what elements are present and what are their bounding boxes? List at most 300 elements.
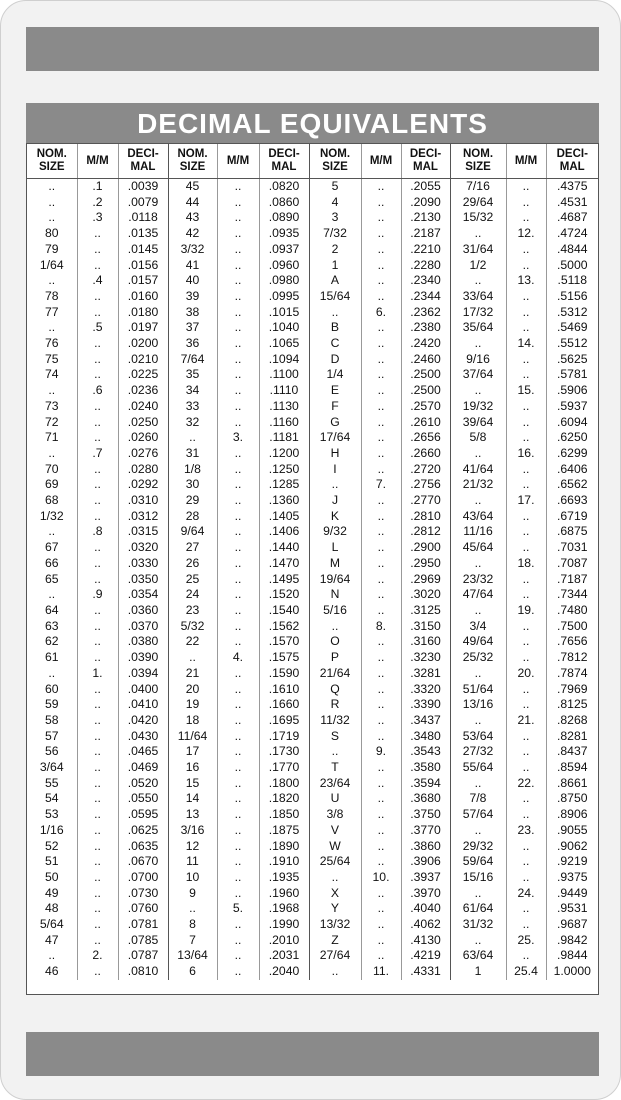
decimal-cell: .5156 (557, 288, 588, 303)
nom-size-cell: 13/32 (319, 917, 351, 932)
nom-size-cell: 23/32 (462, 571, 494, 586)
nom-size-cell: 15/32 (462, 210, 494, 225)
mm-cell: 8. (361, 619, 401, 635)
table-row (27, 572, 598, 588)
nom-size-cell: 5 (331, 179, 339, 193)
decimal-cell: .1719 (259, 729, 309, 745)
decimal-cell: .7812 (557, 650, 588, 665)
mm-cell: .. (217, 572, 259, 588)
header-nom-size-3: NOM. SIZE (309, 144, 361, 179)
nom-size-cell: 1 (331, 257, 339, 272)
mm-cell: .. (77, 226, 118, 242)
mm-cell: .. (217, 289, 259, 305)
decimal-cell: .8281 (557, 728, 588, 743)
mm-cell: 23. (506, 823, 546, 839)
mm-cell: .. (77, 367, 118, 383)
mm-cell: .. (506, 305, 546, 321)
nom-size-cell: 62 (44, 634, 59, 649)
nom-size-cell: U (330, 791, 340, 806)
nom-size-cell: 23 (185, 602, 200, 617)
mm-cell: .. (77, 305, 118, 321)
decimal-cell: .0465 (118, 744, 168, 760)
decimal-cell: .3480 (401, 729, 450, 745)
nom-size-cell: 69 (44, 477, 59, 492)
decimal-cell: .2460 (401, 352, 450, 368)
nom-size-cell: 1/8 (184, 461, 201, 476)
header-mm-1: M/M (77, 144, 118, 179)
mm-cell: 20. (506, 666, 546, 682)
decimal-cell: .0520 (118, 776, 168, 792)
decimal-cell: .0225 (118, 367, 168, 383)
table-row (27, 634, 598, 650)
nom-size-cell: 55/64 (462, 760, 494, 775)
nom-size-cell: 1/64 (39, 257, 64, 272)
nom-size-cell: 16 (185, 760, 200, 775)
decimal-cell: 1.0000 (553, 964, 591, 979)
mm-cell: 2. (77, 948, 118, 964)
mm-cell: .. (361, 367, 401, 383)
mm-cell: .. (217, 462, 259, 478)
mm-cell: 5. (217, 901, 259, 917)
decimal-cell: .2031 (259, 948, 309, 964)
decimal-cell: .0315 (118, 524, 168, 540)
mm-cell: .6 (77, 383, 118, 399)
mm-cell: 13. (506, 273, 546, 289)
mm-cell: .. (217, 415, 259, 431)
decimal-cell: .7656 (557, 634, 588, 649)
mm-cell: .. (217, 791, 259, 807)
mm-cell: .. (77, 462, 118, 478)
nom-size-cell: .. (331, 964, 339, 979)
nom-size-cell: 79 (44, 241, 59, 256)
nom-size-cell: 33 (185, 398, 200, 413)
nom-size-cell: 39 (185, 288, 200, 303)
decimal-cell: .1575 (259, 650, 309, 666)
decimal-cell: .0354 (118, 587, 168, 603)
nom-size-cell: 35/64 (462, 320, 494, 335)
decimal-cell: .9844 (557, 948, 588, 963)
mm-cell: .. (77, 619, 118, 635)
nom-size-cell: 3 (331, 210, 339, 225)
header-decimal-2: DECI- MAL (259, 144, 309, 179)
decimal-cell: .2090 (401, 195, 450, 211)
decimal-cell: .3860 (401, 839, 450, 855)
mm-cell: .. (361, 933, 401, 949)
mm-cell: .. (77, 242, 118, 258)
decimal-cell: .0785 (118, 933, 168, 949)
decimal-cell: .2660 (401, 446, 450, 462)
mm-cell: .. (77, 399, 118, 415)
nom-size-cell: .. (474, 226, 482, 241)
mm-cell: .7 (77, 446, 118, 462)
mm-cell: .. (506, 210, 546, 226)
nom-size-cell: 30 (185, 477, 200, 492)
decimal-cell: .2969 (401, 572, 450, 588)
mm-cell: .. (506, 619, 546, 635)
nom-size-cell: 17 (185, 744, 200, 759)
decimal-cell: .0160 (118, 289, 168, 305)
nom-size-cell: 6 (189, 964, 196, 979)
nom-size-cell: 61/64 (462, 901, 494, 916)
decimal-equivalents-table-container (26, 143, 599, 995)
nom-size-cell: 20 (185, 681, 200, 696)
mm-cell: .. (361, 682, 401, 698)
nom-size-cell: W (329, 838, 341, 853)
table-row (27, 556, 598, 572)
decimal-cell: .9375 (557, 869, 588, 884)
nom-size-cell: 3/64 (39, 760, 64, 775)
mm-cell: .. (361, 242, 401, 258)
mm-cell: .. (506, 917, 546, 933)
nom-size-cell: Z (331, 932, 339, 947)
mm-cell: .. (217, 210, 259, 226)
nom-size-cell: 25/64 (319, 854, 351, 869)
header-nom-size-1: NOM. SIZE (27, 144, 77, 179)
decimal-cell: .4531 (557, 194, 588, 209)
mm-cell: .. (506, 399, 546, 415)
mm-cell: .. (217, 556, 259, 572)
mm-cell: .. (361, 572, 401, 588)
nom-size-cell: 1/32 (39, 508, 64, 523)
mm-cell: .. (506, 540, 546, 556)
decimal-cell: .0430 (118, 729, 168, 745)
decimal-cell: .1890 (259, 839, 309, 855)
mm-cell: .. (77, 870, 118, 886)
decimal-cell: .2900 (401, 540, 450, 556)
page-title: DECIMAL EQUIVALENTS (26, 103, 599, 143)
decimal-cell: .1820 (259, 791, 309, 807)
nom-size-cell: 45/64 (462, 540, 494, 555)
nom-size-cell: 40 (185, 273, 200, 288)
table-row (27, 776, 598, 792)
nom-size-cell: 49/64 (462, 634, 494, 649)
mm-cell: .. (217, 870, 259, 886)
mm-cell: .. (217, 524, 259, 540)
mm-cell: 7. (361, 477, 401, 493)
nom-size-cell: .. (48, 320, 56, 335)
decimal-cell: .1660 (259, 697, 309, 713)
mm-cell: .. (506, 682, 546, 698)
decimal-cell: .0157 (118, 273, 168, 289)
nom-size-cell: 50 (44, 869, 59, 884)
header-mm-2: M/M (217, 144, 259, 179)
mm-cell: .. (77, 697, 118, 713)
decimal-cell: .0625 (118, 823, 168, 839)
decimal-cell: .0360 (118, 603, 168, 619)
nom-size-cell: 45 (185, 179, 200, 193)
nom-size-cell: 1/16 (39, 822, 64, 837)
decimal-cell: .0250 (118, 415, 168, 431)
decimal-cell: .9219 (557, 854, 588, 869)
decimal-cell: .1800 (259, 776, 309, 792)
mm-cell: 22. (506, 776, 546, 792)
table-row (27, 619, 598, 635)
decimal-cell: .0781 (118, 917, 168, 933)
mm-cell: .. (77, 823, 118, 839)
mm-cell: .. (506, 870, 546, 886)
mm-cell: .. (361, 446, 401, 462)
nom-size-cell: 73 (44, 398, 59, 413)
decimal-cell: .3437 (401, 713, 450, 729)
mm-cell: .. (361, 540, 401, 556)
table-row (27, 807, 598, 823)
decimal-cell: .8594 (557, 760, 588, 775)
nom-size-cell: 46 (44, 964, 59, 979)
nom-size-cell: 23/64 (319, 775, 351, 790)
nom-size-cell: 72 (44, 414, 59, 429)
decimal-cell: .2610 (401, 415, 450, 431)
nom-size-cell: 1/4 (326, 367, 344, 382)
mm-cell: .. (77, 744, 118, 760)
mm-cell: .. (77, 839, 118, 855)
nom-size-cell: 33/64 (462, 288, 494, 303)
decimal-cell: .9842 (557, 932, 588, 947)
decimal-cell: .5781 (557, 367, 588, 382)
decimal-cell: .8125 (557, 697, 588, 712)
table-row (27, 870, 598, 886)
nom-size-cell: 63 (44, 618, 59, 633)
mm-cell: .. (217, 776, 259, 792)
decimal-cell: .0420 (118, 713, 168, 729)
decimal-cell: .3125 (401, 603, 450, 619)
mm-cell: .. (361, 258, 401, 274)
mm-cell: .. (217, 477, 259, 493)
mm-cell: .. (217, 713, 259, 729)
nom-size-cell: 55 (44, 775, 59, 790)
mm-cell: .. (506, 258, 546, 274)
nom-size-cell: .. (474, 555, 482, 570)
decimal-cell: .1562 (259, 619, 309, 635)
decimal-cell: .2010 (259, 933, 309, 949)
nom-size-cell: .. (48, 273, 56, 288)
nom-size-cell: .. (474, 493, 482, 508)
decimal-cell: .6094 (557, 414, 588, 429)
decimal-cell: .7874 (557, 665, 588, 680)
nom-size-cell: 43 (185, 210, 200, 225)
nom-size-cell: 13 (185, 807, 200, 822)
decimal-cell: .1181 (259, 430, 309, 446)
decimal-cell: .1130 (259, 399, 309, 415)
mm-cell: .. (506, 289, 546, 305)
nom-size-cell: 7 (189, 932, 196, 947)
mm-cell: .. (217, 619, 259, 635)
decimal-cell: .2210 (401, 242, 450, 258)
mm-cell: .. (361, 713, 401, 729)
nom-size-cell: 13/64 (177, 948, 208, 963)
mm-cell: .. (217, 305, 259, 321)
nom-size-cell: 37/64 (462, 367, 494, 382)
nom-size-cell: L (331, 540, 339, 555)
table-row (27, 258, 598, 274)
mm-cell: 24. (506, 886, 546, 902)
nom-size-cell: 76 (44, 336, 59, 351)
mm-cell: 3. (217, 430, 259, 446)
decimal-cell: .0156 (118, 258, 168, 274)
decimal-cell: .4040 (401, 901, 450, 917)
mm-cell: .. (77, 493, 118, 509)
nom-size-cell: B (330, 320, 340, 335)
nom-size-cell: .. (474, 932, 482, 947)
nom-size-cell: .. (474, 336, 482, 351)
decimal-cell: .0312 (118, 509, 168, 525)
decimal-cell: .1695 (259, 713, 309, 729)
mm-cell: .. (361, 556, 401, 572)
table-row (27, 477, 598, 493)
table-row (27, 399, 598, 415)
mm-cell: .. (77, 776, 118, 792)
decimal-cell: .1990 (259, 917, 309, 933)
table-row (27, 305, 598, 321)
table-row (27, 226, 598, 242)
decimal-cell: .1910 (259, 854, 309, 870)
decimal-cell: .3150 (401, 619, 450, 635)
mm-cell: .. (217, 666, 259, 682)
mm-cell: 25. (506, 933, 546, 949)
mm-cell: .. (506, 948, 546, 964)
mm-cell: .. (506, 462, 546, 478)
decimal-cell: .3594 (401, 776, 450, 792)
mm-cell: .. (361, 336, 401, 352)
mm-cell: 17. (506, 493, 546, 509)
nom-size-cell: 26 (185, 555, 200, 570)
table-row (27, 839, 598, 855)
mm-cell: 18. (506, 556, 546, 572)
mm-cell: .1 (77, 179, 118, 195)
mm-cell: .. (77, 477, 118, 493)
nom-size-cell: 7/64 (180, 351, 205, 366)
table-row (27, 509, 598, 525)
mm-cell: .. (217, 823, 259, 839)
decimal-cell: .0200 (118, 336, 168, 352)
mm-cell: .. (217, 509, 259, 525)
decimal-cell: .0760 (118, 901, 168, 917)
decimal-cell: .2280 (401, 258, 450, 274)
table-row (27, 682, 598, 698)
mm-cell: .. (361, 666, 401, 682)
mm-cell: .. (506, 744, 546, 760)
decimal-cell: .3937 (401, 870, 450, 886)
table-row (27, 383, 598, 399)
nom-size-cell: 21/64 (319, 665, 351, 680)
decimal-cell: .4844 (557, 241, 588, 256)
mm-cell: .. (77, 415, 118, 431)
decimal-cell: .5937 (557, 398, 588, 413)
nom-size-cell: 19/64 (319, 571, 351, 586)
nom-size-cell: 31/32 (462, 917, 494, 932)
nom-size-cell: 5/64 (39, 917, 64, 932)
nom-size-cell: .. (474, 885, 482, 900)
decimal-cell: .0787 (118, 948, 168, 964)
decimal-cell: .0980 (259, 273, 309, 289)
decimal-cell: .3281 (401, 666, 450, 682)
table-row (27, 352, 598, 368)
nom-size-cell: .. (48, 445, 56, 460)
nom-size-cell: X (330, 885, 340, 900)
nom-size-cell: 7/8 (469, 791, 487, 806)
mm-cell: .. (506, 839, 546, 855)
nom-size-cell: 8 (189, 917, 196, 932)
nom-size-cell: 15/64 (319, 288, 351, 303)
nom-size-cell: 31/64 (462, 241, 494, 256)
mm-cell: .. (361, 760, 401, 776)
nom-size-cell: 27 (185, 540, 200, 555)
decimal-cell: .9055 (557, 822, 588, 837)
table-row (27, 917, 598, 933)
decimal-cell: .3543 (401, 744, 450, 760)
mm-cell: .. (361, 524, 401, 540)
mm-cell: .. (506, 524, 546, 540)
mm-cell: .. (77, 901, 118, 917)
nom-size-cell: Y (330, 901, 340, 916)
decimal-cell: .3230 (401, 650, 450, 666)
decimal-cell: .3680 (401, 791, 450, 807)
decimal-cell: .8750 (557, 791, 588, 806)
decimal-cell: .1100 (259, 367, 309, 383)
mm-cell: .. (361, 179, 401, 195)
decimal-cell: .2756 (401, 477, 450, 493)
decimal-cell: .2380 (401, 320, 450, 336)
decimal-cell: .3750 (401, 807, 450, 823)
table-row (27, 823, 598, 839)
table-body (27, 179, 598, 980)
nom-size-cell: 64 (44, 602, 59, 617)
decimal-cell: .1495 (259, 572, 309, 588)
mm-cell: .. (77, 603, 118, 619)
nom-size-cell: 65 (44, 571, 59, 586)
mm-cell: .. (217, 682, 259, 698)
mm-cell: .. (361, 320, 401, 336)
decimal-cell: .0935 (259, 226, 309, 242)
mm-cell: .4 (77, 273, 118, 289)
mm-cell: .. (77, 713, 118, 729)
decimal-cell: .2420 (401, 336, 450, 352)
decimal-cell: .1405 (259, 509, 309, 525)
mm-cell: .. (506, 760, 546, 776)
mm-cell: .. (77, 933, 118, 949)
mm-cell: .. (361, 776, 401, 792)
decimal-cell: .6250 (557, 430, 588, 445)
decimal-cell: .4687 (557, 210, 588, 225)
table-row (27, 901, 598, 917)
mm-cell: .. (77, 760, 118, 776)
mm-cell: 15. (506, 383, 546, 399)
decimal-cell: .0145 (118, 242, 168, 258)
table-row (27, 446, 598, 462)
decimal-cell: .6406 (557, 461, 588, 476)
mm-cell: 6. (361, 305, 401, 321)
decimal-cell: .5118 (557, 273, 588, 288)
mm-cell: .. (217, 352, 259, 368)
table-row (27, 179, 598, 195)
nom-size-cell: .. (474, 822, 482, 837)
decimal-cell: .2656 (401, 430, 450, 446)
decimal-cell: .1250 (259, 462, 309, 478)
mm-cell: .. (217, 807, 259, 823)
mm-cell: .. (361, 823, 401, 839)
decimal-cell: .0595 (118, 807, 168, 823)
mm-cell: .. (217, 399, 259, 415)
nom-size-cell: 21/32 (462, 477, 494, 492)
mm-cell: .. (217, 493, 259, 509)
table-row (27, 948, 598, 964)
nom-size-cell: E (330, 383, 340, 398)
decimal-cell: .1200 (259, 446, 309, 462)
nom-size-cell: 39/64 (462, 414, 494, 429)
nom-size-cell: 9/32 (323, 524, 347, 539)
decimal-cell: .0860 (259, 195, 309, 211)
mm-cell: .. (506, 179, 546, 195)
nom-size-cell: 19/32 (462, 398, 494, 413)
